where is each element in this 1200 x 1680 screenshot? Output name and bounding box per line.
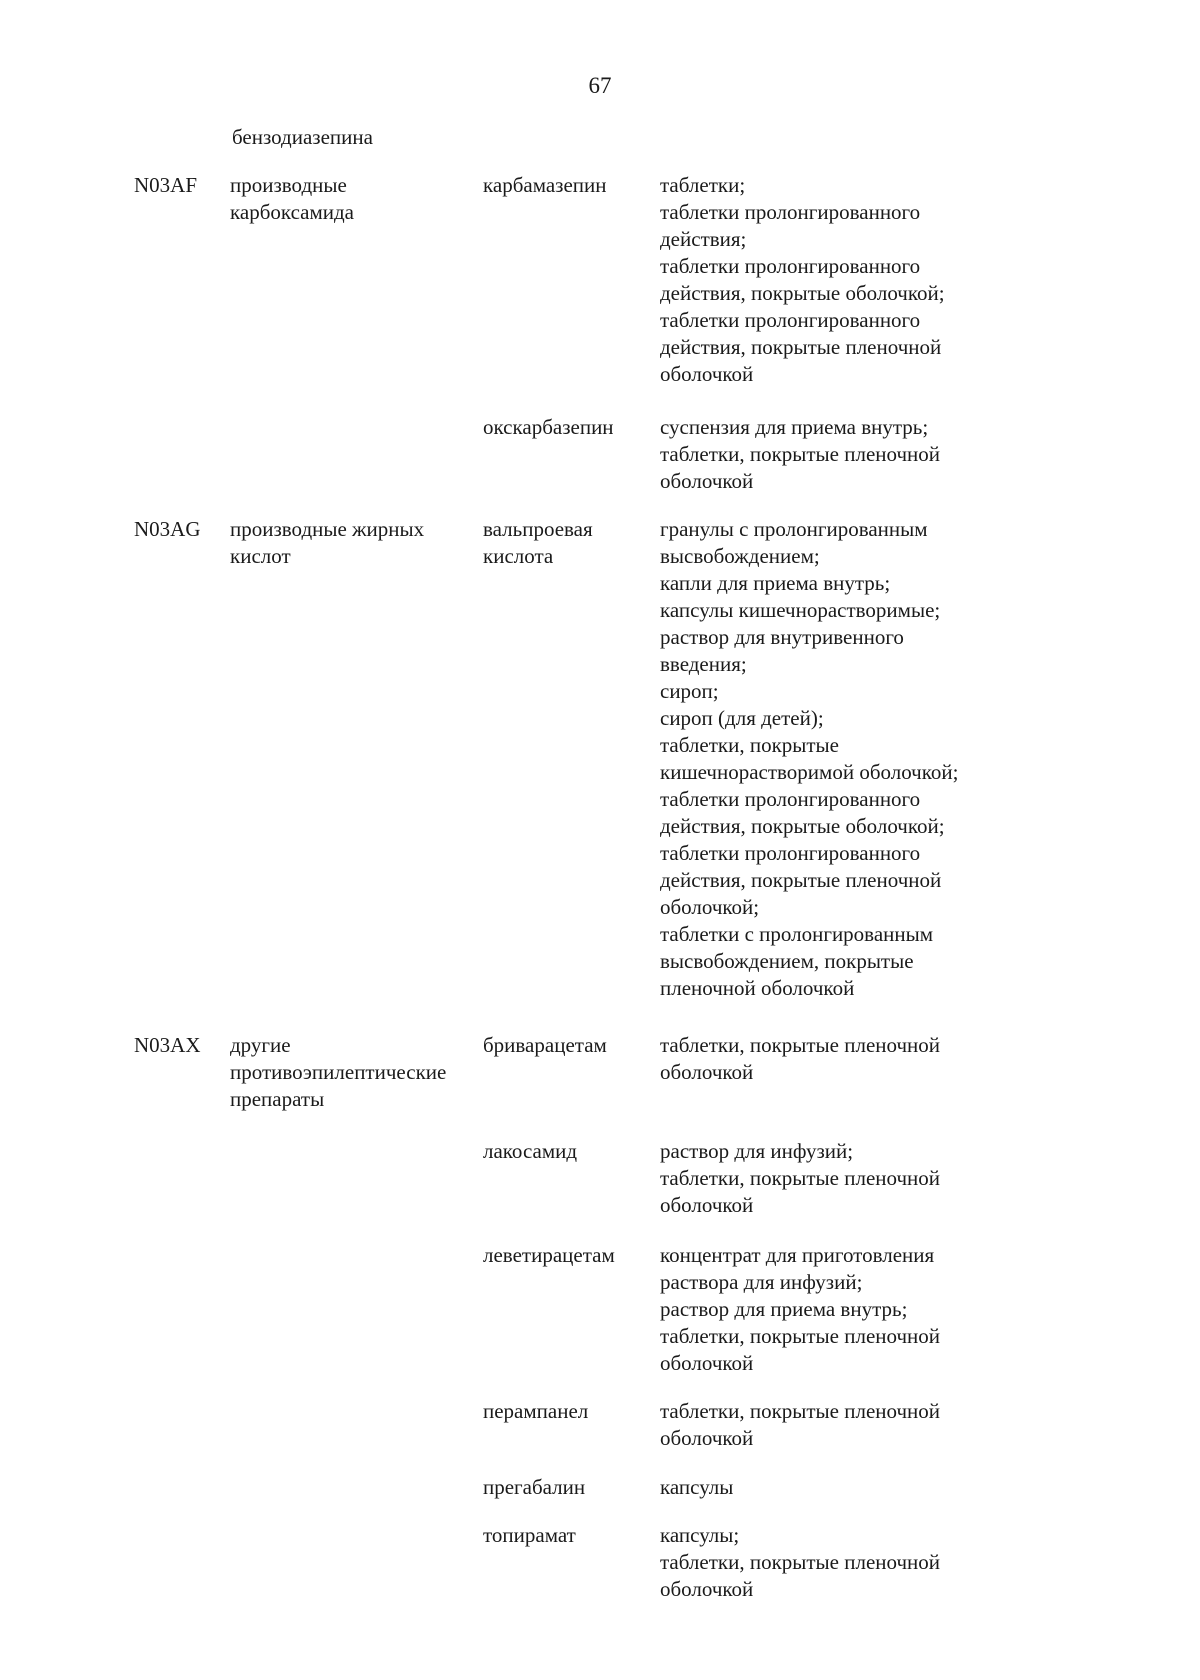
dosage-form-line: таблетки, покрытые xyxy=(660,733,839,757)
dosage-form-line: действия; xyxy=(660,227,747,251)
drug-name xyxy=(483,172,658,199)
dosage-forms xyxy=(660,516,1060,1002)
drug-name-line: бриварацетам xyxy=(483,1033,607,1057)
atc-code: N03AG xyxy=(134,517,201,541)
drug-name-line: карбамазепин xyxy=(483,173,607,197)
drug-name-line: перампанел xyxy=(483,1399,589,1423)
dosage-form-line: оболочкой xyxy=(660,469,754,493)
group-continuation: бензодиазепина xyxy=(232,125,373,149)
dosage-form-line: высвобождением, покрытые xyxy=(660,949,914,973)
group-name-line: противоэпилептические xyxy=(230,1060,447,1084)
dosage-form-line: введения; xyxy=(660,652,747,676)
drug-name xyxy=(483,1522,658,1549)
dosage-form-line: таблетки, покрытые пленочной xyxy=(660,1550,941,1574)
dosage-form-line: таблетки, покрытые пленочной xyxy=(660,1166,941,1190)
page-number: 67 xyxy=(588,73,612,98)
drug-name xyxy=(483,1398,658,1425)
dosage-form-line: раствор для приема внутрь; xyxy=(660,1297,908,1321)
dosage-form-line: оболочкой xyxy=(660,1193,754,1217)
dosage-form-line: таблетки, покрытые пленочной xyxy=(660,1033,941,1057)
drug-name-line: лакосамид xyxy=(483,1139,578,1163)
atc-group-name xyxy=(230,516,480,570)
dosage-forms xyxy=(660,1138,1060,1219)
dosage-form-line: капсулы кишечнорастворимые; xyxy=(660,598,941,622)
dosage-form-line: таблетки пролонгированного xyxy=(660,787,921,811)
dosage-form-line: оболочкой xyxy=(660,1577,754,1601)
dosage-form-line: капсулы xyxy=(660,1475,734,1499)
dosage-form-line: кишечнорастворимой оболочкой; xyxy=(660,760,959,784)
dosage-form-line: таблетки; xyxy=(660,173,746,197)
dosage-form-line: капсулы; xyxy=(660,1523,740,1547)
dosage-forms xyxy=(660,414,1060,495)
dosage-forms xyxy=(660,1242,1060,1377)
group-name-line: производные жирных xyxy=(230,517,425,541)
drug-name xyxy=(483,516,658,570)
group-name-line: другие xyxy=(230,1033,291,1057)
dosage-form-line: действия, покрытые пленочной xyxy=(660,335,942,359)
drug-name-line: топирамат xyxy=(483,1523,576,1547)
dosage-forms xyxy=(660,172,1060,388)
dosage-form-line: раствор для инфузий; xyxy=(660,1139,854,1163)
dosage-form-line: суспензия для приема внутрь; xyxy=(660,415,929,439)
dosage-form-line: таблетки с пролонгированным xyxy=(660,922,934,946)
group-name-line: кислот xyxy=(230,544,291,568)
drug-name xyxy=(483,414,658,441)
drug-name-line: прегабалин xyxy=(483,1475,586,1499)
dosage-form-line: таблетки, покрытые пленочной xyxy=(660,1324,941,1348)
dosage-form-line: оболочкой; xyxy=(660,895,760,919)
dosage-form-line: раствор для внутривенного xyxy=(660,625,904,649)
atc-group-name xyxy=(230,172,480,226)
dosage-form-line: таблетки, покрытые пленочной xyxy=(660,442,941,466)
dosage-form-line: пленочной оболочкой xyxy=(660,976,855,1000)
group-name-line: препараты xyxy=(230,1087,325,1111)
dosage-form-line: раствора для инфузий; xyxy=(660,1270,863,1294)
dosage-forms xyxy=(660,1032,1060,1086)
drug-name-line: кислота xyxy=(483,544,554,568)
dosage-forms xyxy=(660,1474,1060,1501)
dosage-form-line: оболочкой xyxy=(660,1426,754,1450)
drug-name xyxy=(483,1474,658,1501)
atc-code: N03AF xyxy=(134,173,198,197)
drug-name xyxy=(483,1242,658,1269)
drug-name xyxy=(483,1032,658,1059)
atc-group-name xyxy=(230,1032,480,1113)
dosage-form-line: оболочкой xyxy=(660,1351,754,1375)
group-name-line: производные xyxy=(230,173,347,197)
dosage-form-line: таблетки, покрытые пленочной xyxy=(660,1399,941,1423)
dosage-form-line: таблетки пролонгированного xyxy=(660,254,921,278)
dosage-form-line: гранулы с пролонгированным xyxy=(660,517,928,541)
drug-name-line: окскарбазепин xyxy=(483,415,614,439)
dosage-form-line: высвобождением; xyxy=(660,544,820,568)
dosage-form-line: сироп; xyxy=(660,679,719,703)
dosage-form-line: действия, покрытые оболочкой; xyxy=(660,281,945,305)
dosage-form-line: таблетки пролонгированного xyxy=(660,308,921,332)
dosage-forms xyxy=(660,1522,1060,1603)
group-name-line: карбоксамида xyxy=(230,200,355,224)
dosage-form-line: действия, покрытые пленочной xyxy=(660,868,942,892)
drug-name-line: леветирацетам xyxy=(483,1243,615,1267)
dosage-form-line: сироп (для детей); xyxy=(660,706,824,730)
dosage-form-line: оболочкой xyxy=(660,1060,754,1084)
dosage-form-line: капли для приема внутрь; xyxy=(660,571,891,595)
dosage-form-line: действия, покрытые оболочкой; xyxy=(660,814,945,838)
dosage-forms xyxy=(660,1398,1060,1452)
dosage-form-line: таблетки пролонгированного xyxy=(660,841,921,865)
dosage-form-line: таблетки пролонгированного xyxy=(660,200,921,224)
drug-name-line: вальпроевая xyxy=(483,517,593,541)
dosage-form-line: оболочкой xyxy=(660,362,754,386)
drug-name xyxy=(483,1138,658,1165)
atc-code: N03AX xyxy=(134,1033,201,1057)
dosage-form-line: концентрат для приготовления xyxy=(660,1243,935,1267)
